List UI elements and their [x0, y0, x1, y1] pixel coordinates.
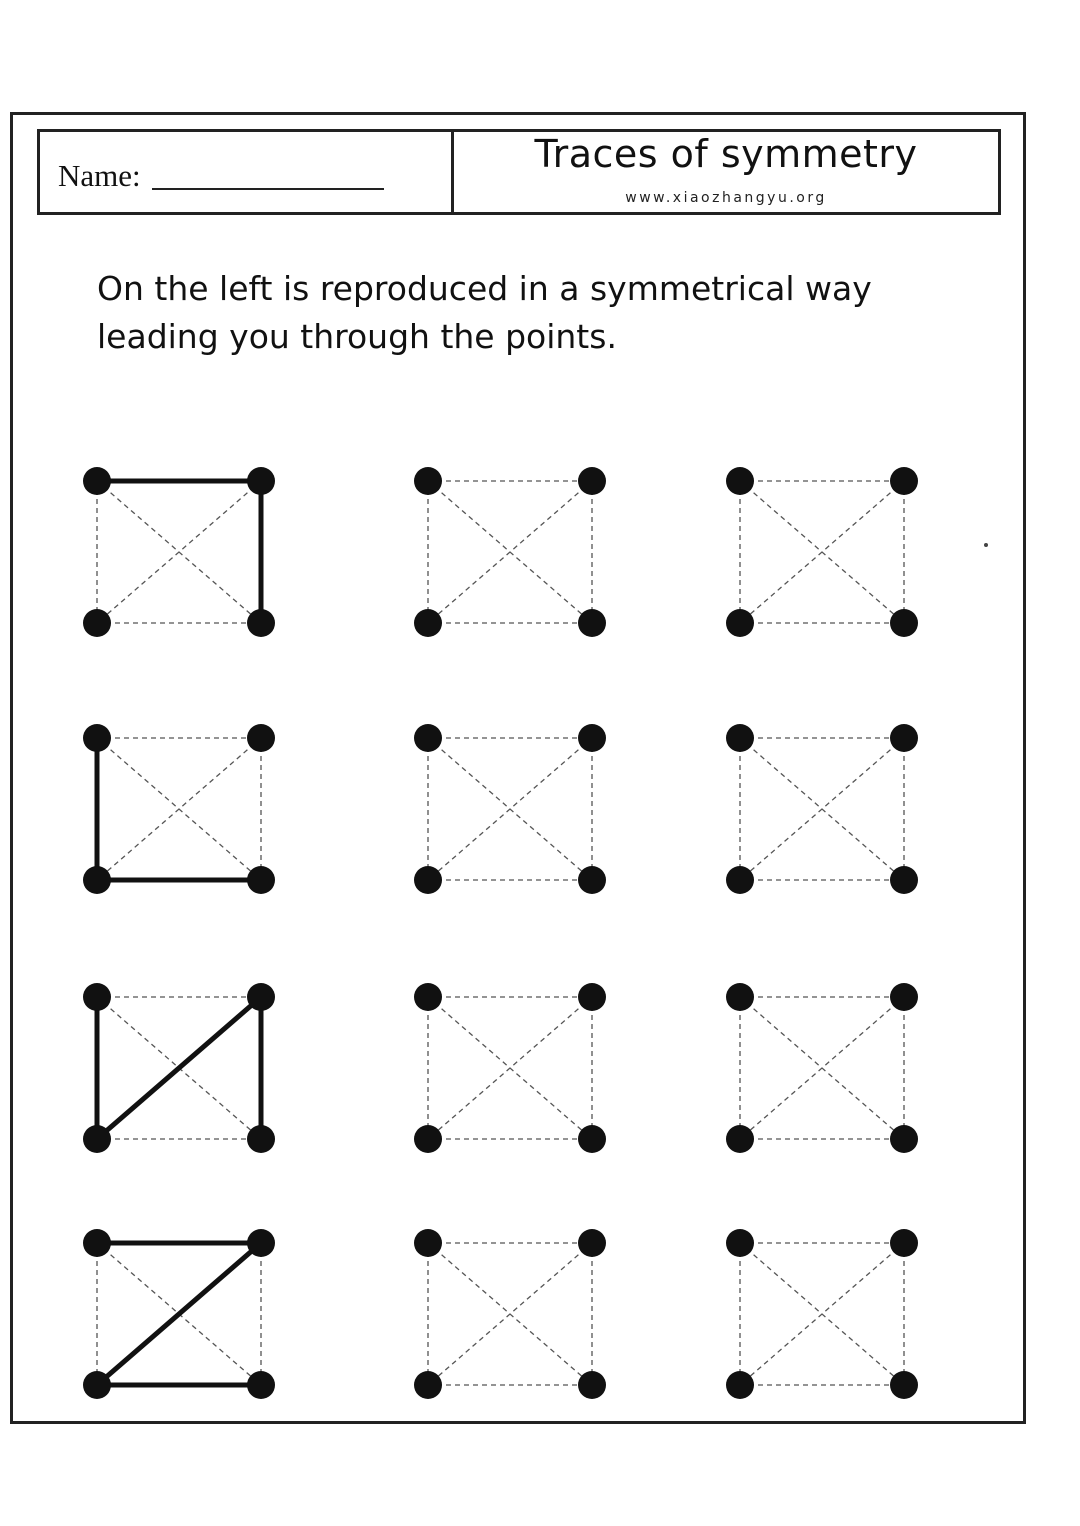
dot-top-left[interactable] — [726, 1229, 754, 1257]
dot-top-right[interactable] — [578, 467, 606, 495]
dot-bottom-left[interactable] — [726, 1371, 754, 1399]
dot-bottom-left[interactable] — [414, 866, 442, 894]
dot-top-left[interactable] — [726, 983, 754, 1011]
worksheet-title: Traces of symmetry — [534, 132, 918, 176]
dot-top-right[interactable] — [247, 724, 275, 752]
dot-top-right[interactable] — [890, 1229, 918, 1257]
dot-top-right[interactable] — [247, 983, 275, 1011]
dot-bottom-left[interactable] — [83, 609, 111, 637]
dot-top-left[interactable] — [83, 724, 111, 752]
dot-top-right[interactable] — [578, 724, 606, 752]
name-label: Name: — [58, 158, 141, 193]
dot-bottom-right[interactable] — [578, 1125, 606, 1153]
dot-top-left[interactable] — [414, 724, 442, 752]
dot-bottom-left[interactable] — [83, 1371, 111, 1399]
dot-top-right[interactable] — [890, 467, 918, 495]
dot-bottom-right[interactable] — [578, 866, 606, 894]
dot-top-right[interactable] — [890, 983, 918, 1011]
dot-top-right[interactable] — [578, 1229, 606, 1257]
dot-bottom-right[interactable] — [247, 1371, 275, 1399]
dot-bottom-left[interactable] — [726, 866, 754, 894]
dot-bottom-right[interactable] — [890, 1371, 918, 1399]
dot-bottom-right[interactable] — [890, 866, 918, 894]
dot-bottom-left[interactable] — [726, 1125, 754, 1153]
dot-bottom-left[interactable] — [83, 1125, 111, 1153]
dot-top-right[interactable] — [578, 983, 606, 1011]
dot-bottom-left[interactable] — [83, 866, 111, 894]
dot-bottom-right[interactable] — [247, 609, 275, 637]
dot-top-left[interactable] — [83, 1229, 111, 1257]
dot-bottom-left[interactable] — [414, 1125, 442, 1153]
dot-top-right[interactable] — [247, 467, 275, 495]
dot-bottom-right[interactable] — [890, 609, 918, 637]
dot-top-left[interactable] — [726, 467, 754, 495]
dot-bottom-left[interactable] — [414, 609, 442, 637]
dot-bottom-right[interactable] — [247, 866, 275, 894]
scan-speck — [984, 543, 988, 547]
dot-top-right[interactable] — [247, 1229, 275, 1257]
website-url: www.xiaozhangyu.org — [625, 190, 827, 206]
dot-top-left[interactable] — [83, 467, 111, 495]
dot-top-right[interactable] — [890, 724, 918, 752]
instructions-line-2: leading you through the points. — [97, 317, 617, 356]
dot-top-left[interactable] — [414, 467, 442, 495]
dot-top-left[interactable] — [83, 983, 111, 1011]
dot-bottom-right[interactable] — [890, 1125, 918, 1153]
instructions-line-1: On the left is reproduced in a symmetrical way — [97, 269, 872, 308]
dot-bottom-right[interactable] — [578, 609, 606, 637]
dot-bottom-left[interactable] — [726, 609, 754, 637]
dot-top-left[interactable] — [414, 983, 442, 1011]
dot-top-left[interactable] — [726, 724, 754, 752]
dot-bottom-right[interactable] — [247, 1125, 275, 1153]
dot-bottom-left[interactable] — [414, 1371, 442, 1399]
dot-bottom-right[interactable] — [578, 1371, 606, 1399]
dot-top-left[interactable] — [414, 1229, 442, 1257]
